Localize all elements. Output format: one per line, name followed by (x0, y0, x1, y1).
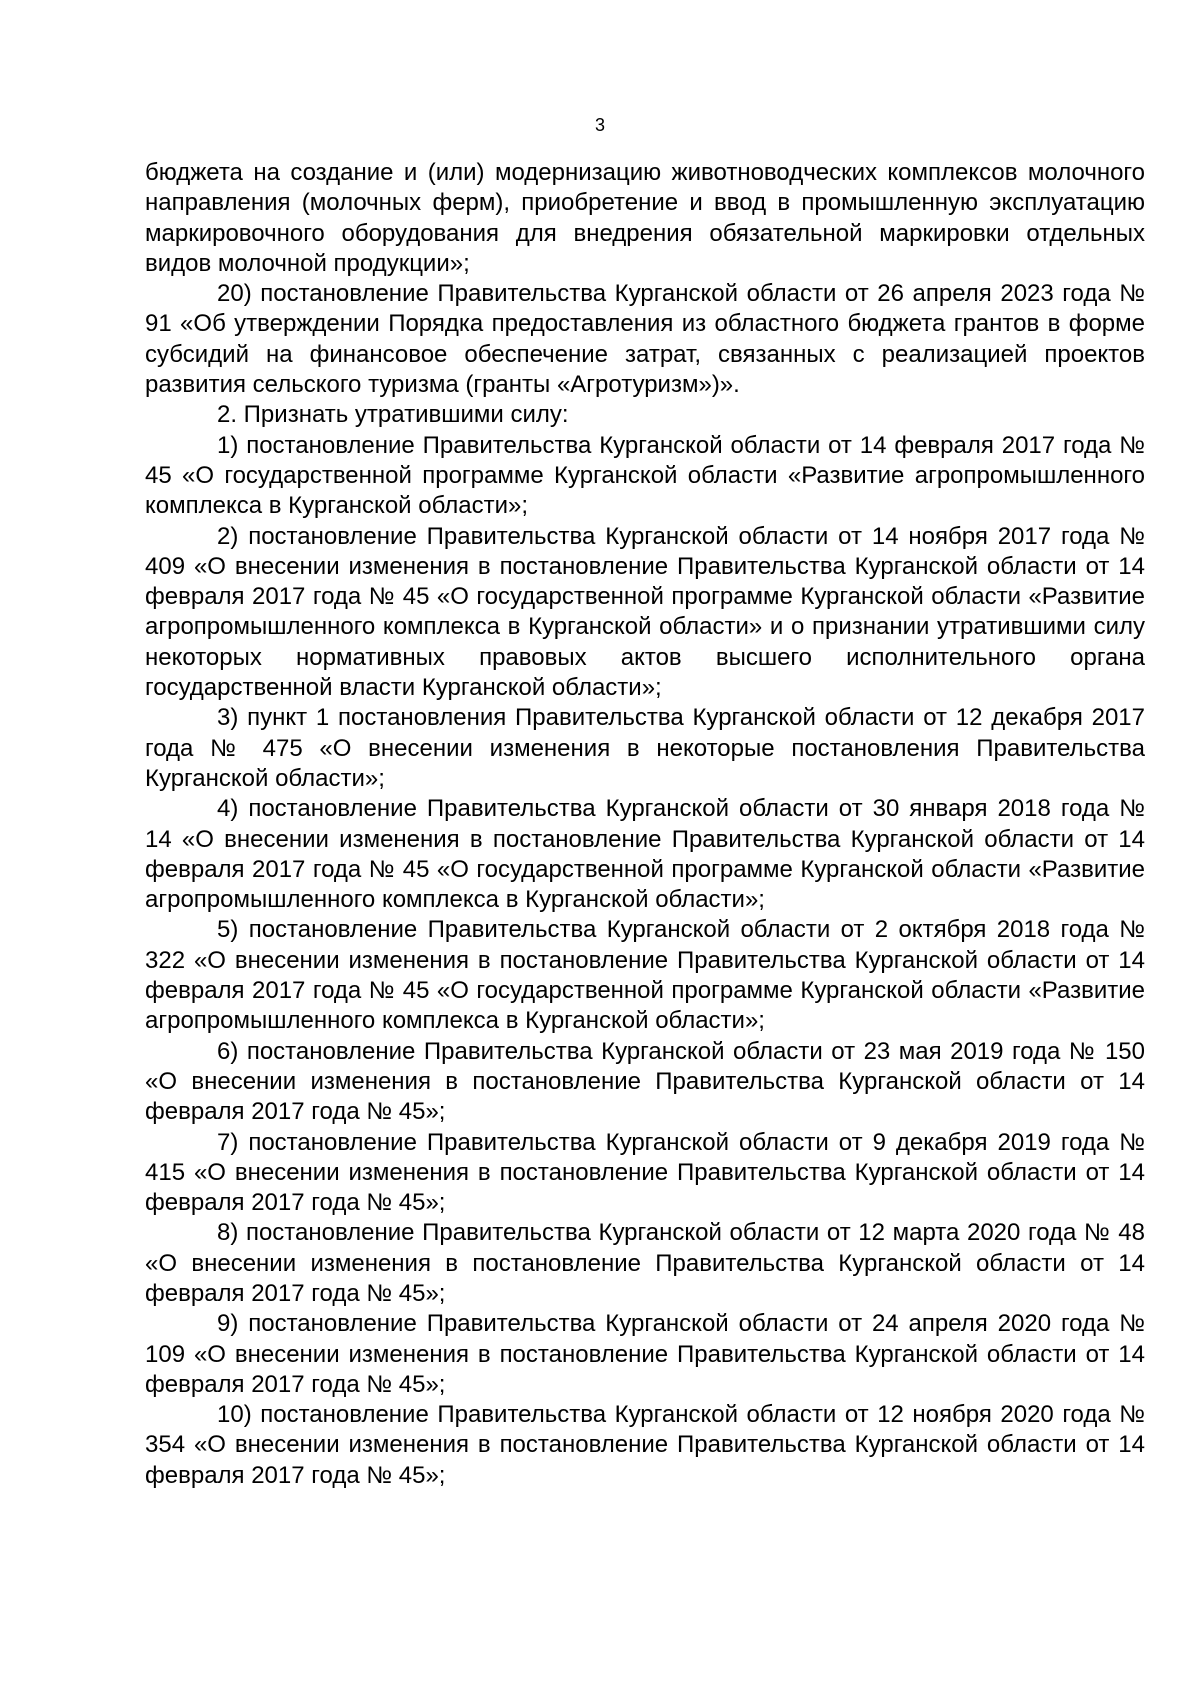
paragraph-item-7: 7) постановление Правительства Курганской области от 9 декабря 2019 года № 415 «О внесении изменения в постановление Правительства Курганской области от 14 февраля 2017 года № 45»; (145, 1128, 1145, 1217)
paragraph-item-20: 20) постановление Правительства Курганской области от 26 апреля 2023 года № 91 «Об утверждении Порядка предоставления из областного бюджета грантов в форме субсидий на финансовое обеспечение затрат, связанных с реализацией проектов развития сельского туризма (гранты «Агротуризм»)». (145, 280, 1145, 399)
paragraph-item-6: 6) постановление Правительства Курганской области от 23 мая 2019 года № 150 «О внесении изменения в постановление Правительства Курганской области от 14 февраля 2017 года № 45»; (145, 1037, 1145, 1126)
paragraph-section-2: 2. Признать утратившими силу: (217, 401, 569, 429)
paragraph-item-5: 5) постановление Правительства Курганской области от 2 октября 2018 года № 322 «О внесении изменения в постановление Правительства Курганской области от 14 февраля 2017 года № 45 «О государственной программе Курганской области «Развитие агропромышленного комплекса в Курганской области»; (145, 916, 1145, 1035)
paragraph-item-8: 8) постановление Правительства Курганской области от 12 марта 2020 года № 48 «О внесении изменения в постановление Правительства Курганской области от 14 февраля 2017 года № 45»; (145, 1219, 1145, 1307)
paragraph-item-9: 9) постановление Правительства Курганской области от 24 апреля 2020 года № 109 «О внесении изменения в постановление Правительства Курганской области от 14 февраля 2017 года № 45»; (145, 1310, 1145, 1398)
document-body (145, 158, 1145, 1491)
paragraph-item-10: 10) постановление Правительства Курганской области от 12 ноября 2020 года № 354 «О внесении изменения в постановление Правительства Курганской области от 14 февраля 2017 года № 45»; (145, 1401, 1145, 1489)
paragraph-item-1: 1) постановление Правительства Курганской области от 14 февраля 2017 года № 45 «О государственной программе Курганской области «Развитие агропромышленного комплекса в Курганской области»; (145, 431, 1145, 520)
paragraph-item-3: 3) пункт 1 постановления Правительства Курганской области от 12 декабря 2017 года № 475 «О внесении изменения в некоторые постановления Правительства Курганской области»; (145, 704, 1145, 792)
paragraph-item-4: 4) постановление Правительства Курганской области от 30 января 2018 года № 14 «О внесении изменения в постановление Правительства Курганской области от 14 февраля 2017 года № 45 «О государственной программе Курганской области «Развитие агропромышленного комплекса в Курганской области»; (145, 795, 1145, 914)
page-number: 3 (594, 115, 605, 135)
paragraph-item-2: 2) постановление Правительства Курганской области от 14 ноября 2017 года № 409 «О внесении изменения в постановление Правительства Курганской области от 14 февраля 2017 года № 45 «О государственной программе Курганской области «Развитие агропромышленного комплекса в Курганской области» и о признании утратившими силу некоторых нормативных правовых актов высшего исполнительного органа государственной власти Курганской области»; (145, 522, 1145, 702)
paragraph-continuation: бюджета на создание и (или) модернизацию животноводческих комплексов молочного направления (молочных ферм), приобретение и ввод в промышленную эксплуатацию маркировочного оборудования для внедрения обязательной маркировки отдельных видов молочной продукции»; (145, 159, 1145, 277)
